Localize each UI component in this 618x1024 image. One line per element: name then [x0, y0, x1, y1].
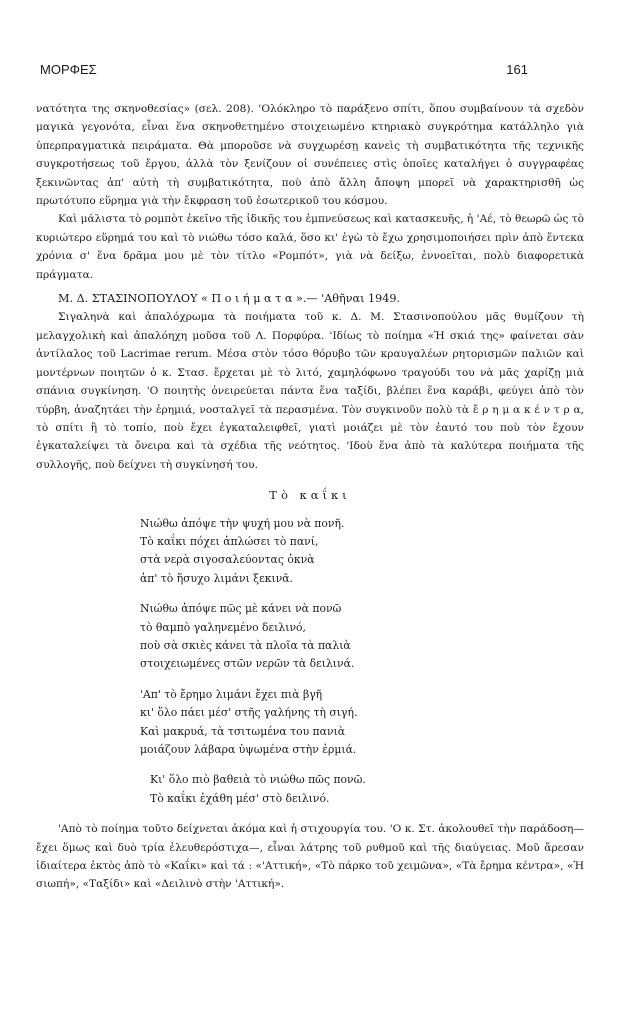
poem-stanza [140, 600, 584, 674]
poem-line: τὸ θαμπὸ γαληνεμένο δειλινό, [140, 620, 306, 634]
poem-stanza [140, 686, 584, 760]
poem-title: Τὸ καΐκι [269, 488, 351, 503]
paragraph: νατότητα της σκηνοθεσίας» (σελ. 208). 'Ολόκληρο τὸ παράξενο σπίτι, ὅπου συμβαίνουν τὰ σχεδὸν μαγικὰ γεγονότα, εἶναι ἕνα σκηνοθετημένο στοιχειωμένο κτηριακὸ συγκρότημα κατάλληλο γιὰ ὑπερπραγματικὰ πειράματα. Θὰ μποροῦσε νὰ συγχωρέσῃ κανεὶς τὴ συμβατικότητα τῆς τεχνικῆς συγκροτήσεως τοῦ ἔργου, ἀλλὰ τὸν ξενίζουν οἱ συνέπειες στὶς ὁποῖες καταλήγει ὁ συγγραφέας ξεκινῶντας ἀπ' αὐτὴ τὴ συμβατικότητα, ποὺ ἀπὸ ἄλλη ἄποψη μπορεῖ νὰ χαρακτηρισθῆ ὡς πρωτότυπο εὕρημα γιὰ τὴν ἔκφραση τοῦ ἐσωτερικοῦ του κόσμου. [36, 103, 584, 208]
poem-line: Νιώθω ἀπόψε πῶς μὲ κάνει νὰ πονῶ [140, 602, 342, 616]
poem-stanza [140, 771, 584, 808]
page-header [40, 62, 528, 77]
poem-line: ποὺ σὰ σκιὲς κάνει τὰ πλοῖα τὰ παλιὰ [140, 638, 351, 652]
page-body [36, 100, 584, 894]
poem-stanza [140, 515, 584, 589]
poem-line: Καὶ μακρυά, τὰ τσιτωμένα του πανιὰ [140, 724, 346, 738]
journal-title: ΜΟΡΦΕΣ [40, 62, 97, 77]
book-heading: Μ. Δ. ΣΤΑΣΙΝΟΠΟΥΛΟΥ « Π ο ι ή μ α τ α ».— 'Αθῆναι 1949. [58, 292, 401, 306]
poem-line: μοιάζουν λάβαρα ὑψωμένα στὴν ἐρμιά. [140, 743, 357, 756]
poem-line: 'Απ' τὸ ἔρημο λιμάνι ἔχει πιὰ βγῆ [140, 687, 323, 701]
page-number: 161 [506, 62, 528, 77]
poem-line: κι' ὅλο πάει μέσ' στῆς γαλήνης τὴ σιγή. [140, 706, 358, 720]
poem-line: Τὸ καΐκι πόχει ἀπλώσει τὸ πανί, [140, 534, 319, 548]
poem-line: στὰ νερὰ σιγοσαλεύοντας ὀκνὰ [140, 553, 315, 567]
paragraph: Καὶ μάλιστα τὸ ρομπὸτ ἐκεῖνο τῆς ἰδικῆς του ἐμπνεύσεως καὶ κατασκευῆς, ἡ 'Αέ, τὸ θεωρῶ ὡς τὸ κυριώτερο εὕρημά του καὶ τὸ νιώθω τόσο καλά, ὅσο κι' ἐγὼ τὸ ἔχω χρησιμοποιήσει πρὶν ἀπὸ ἕντεκα χρόνια σ' ἕνα δρᾶμα μου μὲ τὸν τίτλο «Ρομπότ», γιὰ νὰ δείξω, ἐννοεῖται, πολὺ διαφορετικὰ πράγματα. [36, 213, 584, 281]
poem-line: Τὸ καΐκι ἐχάθη μέσ' στὸ δειλινό. [150, 791, 330, 805]
poem-line: Νιώθω ἀπόψε τὴν ψυχή μου νὰ πονῆ. [140, 516, 345, 530]
paragraph-review: Σιγαληνὰ καὶ ἀπαλόχρωμα τὰ ποιήματα τοῦ κ. Δ. Μ. Στασινοπούλου μᾶς θυμίζουν τὴ μελαγχολικὴ καὶ ἀπαλόηχη μοῦσα τοῦ Λ. Πορφύρα. 'Ιδίως τὸ ποίημα «Ἡ σκιά της» φαίνεται σὰν ἀντίλαλος τοῦ Lacrimae rerum. Μέσα στὸν τόσο θόρυβο τῶν κραυγαλέων ρητορισμῶν παλιῶν καὶ μοντέρνων ποιητῶν ὁ κ. Στασ. ἔρχεται μὲ τὸ λιτό, χαμηλόφωνο τραγούδι του νὰ μᾶς χαρίζῃ μιὰ σπάνια συγκίνηση. 'Ο ποιητὴς ὀνειρεύεται πάντα ἕνα ταξίδι, βλέπει ἕνα καράβι, φεύγει ἀπὸ τὸν τύρβη, ἀναζητάει τὴν ἐρημιά, νοσταλγεῖ τὰ περασμένα. Τὸν συγκινοῦν πολὺ τὰ ἔ ρ η μ α κ έ ν τ ρ α, τὸ σπίτι ἢ τὸ τοπίο, ποὺ ἔχει ἐγκαταλειφθεῖ, γιατὶ μοιάζει μὲ τὸν ἑαυτό του ποὺ τὸν ἔχουν ἐγκαταλείψει τὰ ὄνειρα καὶ τὰ σχέδια τῆς νεότητος. 'Ιδοὺ ἕνα ἀπὸ τὰ καλύτερα ποιήματα τῆς συλλογῆς, ποὺ δείχνει τὴ συγκίνησή του. [36, 311, 584, 471]
poem-line: στοιχειωμένες στῶν νερῶν τὰ δειλινά. [140, 657, 355, 671]
poem-line: Κι' ὅλο πιὸ βαθειὰ τὸ νιώθω πῶς πονῶ. [150, 773, 366, 787]
paragraph-after: 'Απὸ τὸ ποίημα τοῦτο δείχνεται ἀκόμα καὶ ἡ στιχουργία του. 'Ο κ. Στ. ἀκολουθεῖ τὴν παράδοση—ἔχει ὅμως καὶ δυὸ τρία ἐλευθερόστιχα—, εἶναι λάτρης τοῦ ρυθμοῦ καὶ τῆς διαύγειας. Μοῦ ἄρεσαν ἰδιαίτερα ἐκτὸς ἀπὸ τὸ «Καΐκι» καὶ τά : «'Αττική», «Τὸ πάρκο τοῦ χειμῶνα», «Τὰ ἔρημα κέντρα», «Ἡ σιωπή», «Ταξίδι» καὶ «Δειλινὸ στὴν 'Αττική». [36, 823, 584, 891]
poem-line: ἀπ' τὸ ἥσυχο λιμάνι ξεκινᾶ. [140, 571, 293, 585]
